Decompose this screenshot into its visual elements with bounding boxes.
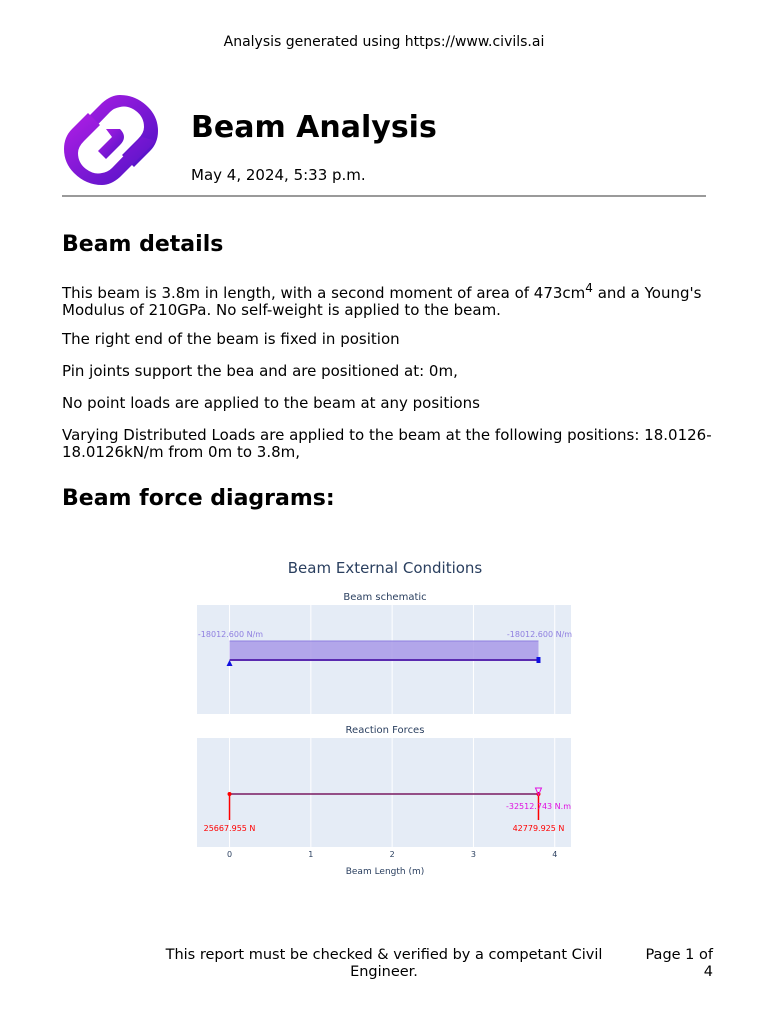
- page-number: Page 1 of 4: [645, 947, 713, 980]
- reaction-label: 42779.925 N: [512, 824, 565, 833]
- load-label-start: -18012.600 N/m: [197, 630, 264, 639]
- distributed-load-area: [230, 641, 539, 660]
- beam-conditions-chart: [190, 552, 580, 882]
- pin-joints-paragraph: Pin joints support the bea and are positioned at: 0m,: [62, 362, 458, 380]
- force-diagrams-heading: Beam force diagrams:: [62, 486, 335, 511]
- beam-details-heading: Beam details: [62, 232, 224, 257]
- x-tick-label: 3: [470, 850, 476, 859]
- chart-title: Beam External Conditions: [287, 559, 483, 577]
- x-axis-label: Beam Length (m): [345, 867, 425, 877]
- distributed-loads-paragraph: Varying Distributed Loads are applied to the beam at the following positions: 18.0126-18.0126kN/m from 0m to 3.8m,: [62, 426, 712, 461]
- report-date: May 4, 2024, 5:33 p.m.: [191, 166, 366, 184]
- load-label-end: -18012.600 N/m: [506, 630, 573, 639]
- moment-label: -32512.743 N.m: [505, 802, 571, 811]
- x-tick-label: 1: [308, 850, 314, 859]
- beam-conditions-svg: [190, 552, 580, 882]
- page-title: Beam Analysis: [191, 110, 437, 145]
- point-loads-paragraph: No point loads are applied to the beam at any positions: [62, 394, 480, 412]
- beam-properties-text: This beam is 3.8m in length, with a second moment of area of 473cm: [62, 284, 586, 302]
- reaction-point: [228, 792, 232, 796]
- x-tick-label: 4: [552, 850, 558, 859]
- x-tick-label: 2: [389, 850, 395, 859]
- civils-ai-logo-icon: [62, 93, 160, 187]
- fixed-end-paragraph: The right end of the beam is fixed in position: [62, 330, 400, 348]
- beam-properties-text-continued: and a Young's Modulus of 210GPa. No self-weight is applied to the beam.: [62, 284, 702, 319]
- panel-subtitle: Beam schematic: [343, 592, 427, 603]
- verification-disclaimer: This report must be checked & verified by a competant Civil Engineer.: [165, 947, 603, 980]
- beam-properties-paragraph: [62, 280, 712, 319]
- header-divider: [62, 195, 706, 197]
- x-tick-label: 0: [226, 850, 233, 859]
- reaction-label: 25667.955 N: [203, 824, 256, 833]
- generated-note: Analysis generated using https://www.civils.ai: [223, 34, 545, 50]
- exponent: 4: [585, 281, 593, 295]
- panel-subtitle: Reaction Forces: [345, 725, 425, 736]
- fixed-support-icon: [536, 657, 540, 663]
